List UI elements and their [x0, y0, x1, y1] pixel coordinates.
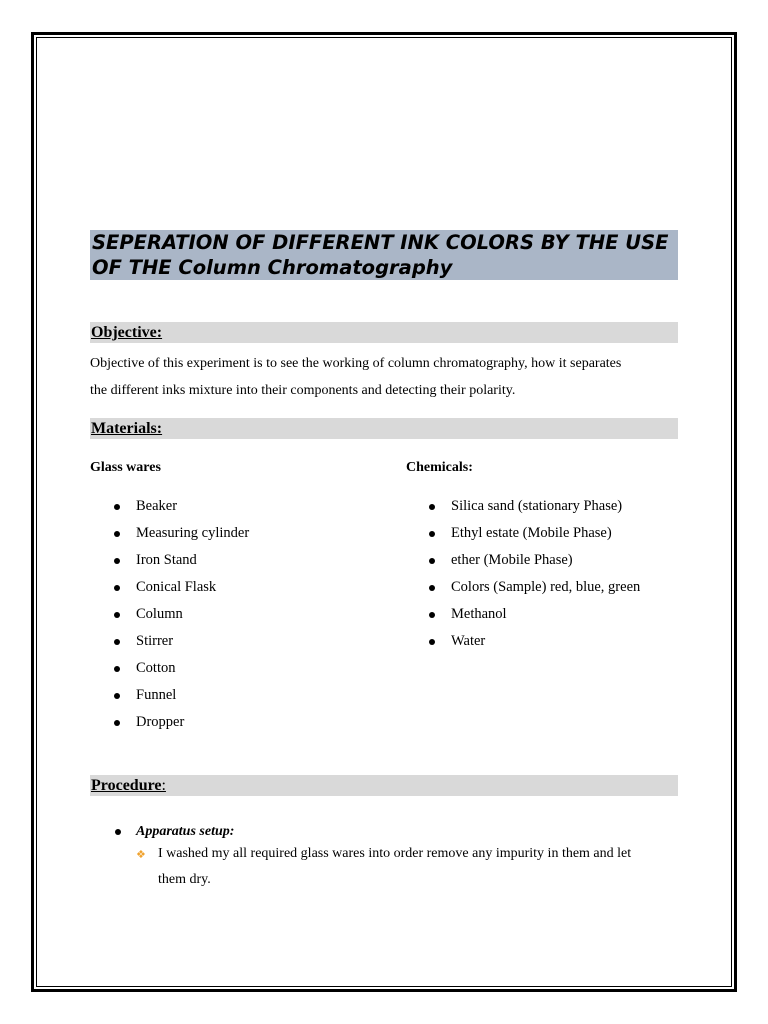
bullet-icon: [429, 531, 435, 537]
bullet-icon: [429, 504, 435, 510]
list-item: Stirrer: [114, 628, 249, 655]
materials-heading: Materials:: [91, 420, 163, 437]
list-item: Methanol: [429, 601, 640, 628]
list-item: Iron Stand: [114, 547, 249, 574]
bullet-icon: [114, 585, 120, 591]
bullet-icon: [114, 531, 120, 537]
bullet-icon: [114, 693, 120, 699]
chemicals-list: [429, 493, 640, 655]
objective-text-line-1: Objective of this experiment is to see the working of column chromatography, how it separates: [90, 356, 622, 371]
procedure-heading: Procedure:: [91, 777, 166, 794]
list-item: Funnel: [114, 682, 249, 709]
list-item: Dropper: [114, 709, 249, 736]
procedure-step-1-line-2: them dry.: [158, 872, 211, 887]
list-item: Measuring cylinder: [114, 520, 249, 547]
list-item: Beaker: [114, 493, 249, 520]
bullet-icon: [429, 585, 435, 591]
list-item: Column: [114, 601, 249, 628]
list-item: Ethyl estate (Mobile Phase): [429, 520, 640, 547]
bullet-icon: [114, 666, 120, 672]
bullet-icon: [429, 612, 435, 618]
bullet-icon: [114, 639, 120, 645]
bullet-icon: [114, 558, 120, 564]
document-title: SEPERATION OF DIFFERENT INK COLORS BY THE USE OF THE Column Chromatography: [90, 230, 678, 280]
apparatus-setup-item: Apparatus setup:: [115, 822, 234, 842]
list-item: Conical Flask: [114, 574, 249, 601]
bullet-icon: [115, 829, 121, 835]
list-item: Silica sand (stationary Phase): [429, 493, 640, 520]
bullet-icon: [429, 558, 435, 564]
bullet-icon: [114, 612, 120, 618]
diamond-bullet-icon: ❖: [136, 848, 146, 861]
bullet-icon: [114, 720, 120, 726]
list-item: ether (Mobile Phase): [429, 547, 640, 574]
materials-heading-bar: [90, 418, 678, 439]
chemicals-label: Chemicals:: [406, 460, 473, 475]
bullet-icon: [429, 639, 435, 645]
list-item: Water: [429, 628, 640, 655]
glass-wares-list: [114, 493, 249, 736]
procedure-heading-bar: [90, 775, 678, 796]
objective-heading-bar: [90, 322, 678, 343]
objective-heading: Objective:: [91, 324, 163, 341]
procedure-step-1-line-1: I washed my all required glass wares into order remove any impurity in them and let: [158, 846, 632, 861]
list-item: Cotton: [114, 655, 249, 682]
glass-wares-label: Glass wares: [90, 460, 161, 475]
bullet-icon: [114, 504, 120, 510]
objective-text-line-2: the different inks mixture into their components and detecting their polarity.: [90, 383, 516, 398]
list-item: Colors (Sample) red, blue, green: [429, 574, 640, 601]
